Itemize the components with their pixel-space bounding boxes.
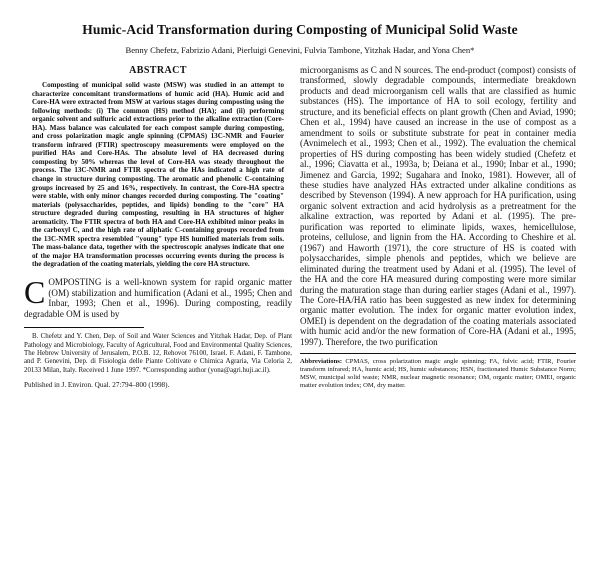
- abbreviations-label: Abbreviations:: [300, 358, 343, 366]
- affiliation-footnote: [24, 333, 292, 374]
- introduction: [24, 274, 292, 319]
- body-paragraph: microorganisms as C and N sources. The end-product (compost) consists of transformed, slowly degradable compounds, intermediate breakdown products and dead microorganism cell walls that are classified as humic substances (HS). The importance of HA to soil ecology, fertility and structure, and its beneficial effects on plant growth (Chen and Aviad, 1990; Chen et al., 1994) have caused an increase in the use of compost as a amendment to soils or substitute substrate for peat in container media (Avnimelech et al., 1993; Chen et al., 1992). The evaluation the chemical properties of HS during composting has been widely studied (Chefetz et al., 1996; Ciavatta et al., 1993a, b; Deiana et al., 1990; Inbar et al., 1990; Jimenez and Garcia, 1992; Sugahara and Inoko, 1981). However, all of these studies have analyzed HAs extracted under alkaline conditions as described by Stevenson (1994). A new approach for HA purification, using organic solvent extraction and acid hydrolysis as a pretreatment for the alkaline extraction, was reported by Adani et al. (1995). The pre-purification was reported to eliminate lipids, waxes, hemicellulose, proteins, cellulose, and lignin from the HA. According to Cheshire et al. (1967) and Haworth (1971), the core structure of HS is coated with polysaccharides, simple phenols and peptides, which we believe are eliminated during the treatment used by Adani et al. (1995). The level of the HA and the core HA measured during composting were more similar during the maturation stage than during earlier stages (Adani et al., 1997). The Core-HA/HA ratio has been suggested as new index for determining organic matter evolution. The index for organic matter evolution index, OMEI) is dependent on the degradation of the coating materials associated with humic acid and/or the new formation of Core-HA (Adani et al., 1995, 1997). Therefore, the two purification: [300, 65, 576, 347]
- abstract: [32, 81, 284, 269]
- footnote-text: B. Chefetz and Y. Chen, Dep. of Soil and Water Sciences and Yitzhak Hadar, Dep. of Plant Pathology and Microbiology, Faculty of Agricultural, Food and Environmental Quality Sciences, The Hebrew University of Jerusalem, P.O.B. 12, Rehovot 76100, Israel. F. Adani, F. Tambone, and P. Genevini, Dep. di Fisiologia delle Piante Coltivate e Chimica Agraria, Via Celoria 2, 20133 Milan, Italy. Received 1 June 1997. *Corresponding author (yona@agri.huji.ac.il).: [24, 333, 292, 374]
- body-text: [300, 65, 576, 347]
- paper-title: Humic-Acid Transformation during Composting of Municipal Solid Waste: [82, 22, 518, 37]
- abbreviations-divider: [300, 353, 576, 354]
- left-column: [24, 65, 292, 389]
- publication-info: Published in J. Environ. Qual. 27:794–800 (1998).: [24, 380, 170, 389]
- right-column: [300, 65, 576, 389]
- drop-cap: C: [24, 274, 46, 311]
- abstract-text: Composting of municipal solid waste (MSW) was studied in an attempt to characterize concomitant transformations of humic acid (HA). Humic acid and Core-HA were extracted from MSW at various stages during composting using the following methods: (i) The common (HS) method (HA); and (ii) performing organic solvent and sulfuric acid extractions prior to the alkaline extraction (Core-HA). Mass balance was calculated for each compost sample during composting, and cross polarization magic angle spinning (CPMAS) 13C-NMR and Fourier transform infrared (FTIR) spectroscopy measurements were employed on the purified HAs and Core-HAs. The absolute level of HA decreased during composting by 50% whereas the level of Core-HA was steady throughout the process. The 13C-NMR and FTIR spectra of the HAs indicated a high rate of change in structure during composting. The aromatic and phenolic C-containing groups increased by 25 and 16%, respectively. In contrast, the Core-HA spectra were stable, with only minor changes recorded during composting. The "coating" materials (polysaccharides, peptides, and lipids) bonding to the "core" HA structure degraded during composting, resulting in HA structures of higher aromaticity. The FTIR spectra of both HA and Core-HA exhibited minor peaks in the carboxyl C, and the high rate of aliphatic C-containing groups recorded from the 13C-NMR spectra resembled "young" type HS humified materials from soils. The mass-balance data, together with the spectroscopic analyses indicate that one of the major HA transformation processes occurring events during the process is the degradation of the coating materials, yielding the core HA structure.: [32, 81, 284, 269]
- abstract-heading: ABSTRACT: [129, 65, 187, 76]
- intro-text: OMPOSTING is a well-known system for rapid organic matter (OM) stabilization and humification (Adani et al., 1995; Chen and Inbar, 1993; Chen et al., 1996). During composting, readily degradable OM is used by: [24, 277, 292, 319]
- footnote-divider: [24, 327, 144, 328]
- abbreviations-text: CPMAS, cross polarization magic angle spinning; FA, fulvic acid; FTIR, Fourier transform infrared; HA, humic acid; HS, humic substances; HSN, fractionated Humic Substance Norm; MSW, municipal solid waste; NMR, nuclear magnetic resonance; OM, organic matter; OMEI, organic matter evolution index; OM, dry matter.: [300, 358, 576, 389]
- two-column-body: [24, 65, 576, 389]
- abbreviations: [300, 358, 576, 389]
- author-list: Benny Chefetz, Fabrizio Adani, Pierluigi Genevini, Fulvia Tambone, Yitzhak Hadar, and Yona Chen*: [125, 45, 475, 55]
